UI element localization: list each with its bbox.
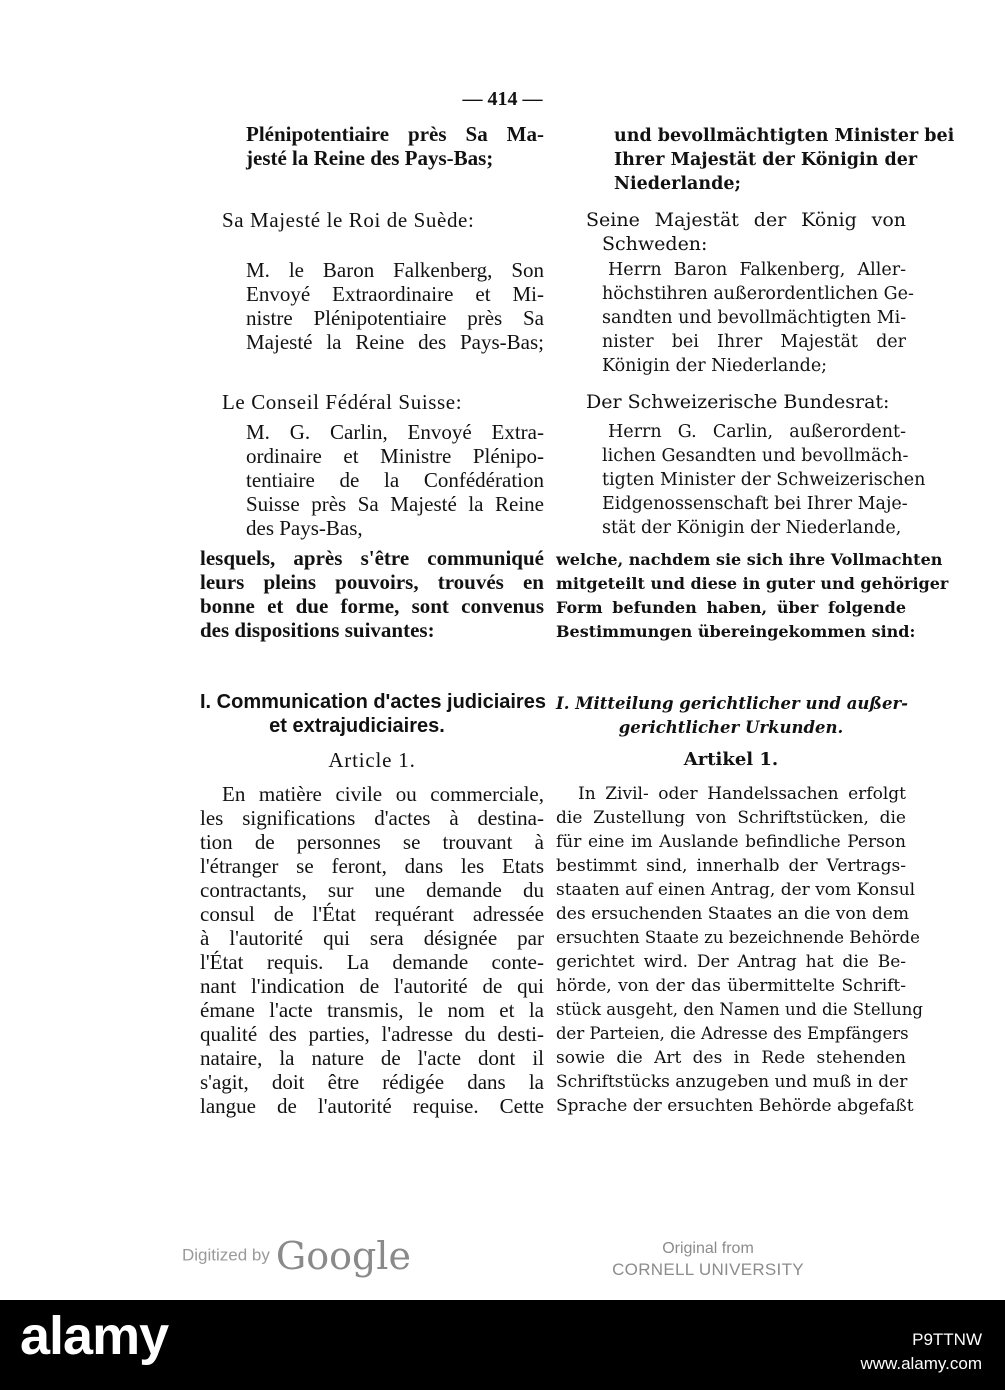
- text-line: Herrn G. Carlin, außerordent-: [608, 422, 906, 442]
- german-sweden-heading: Seine Majestät der König von Schweden:: [586, 209, 906, 255]
- text-line: nister bei Ihrer Majestät der: [602, 332, 906, 352]
- french-article-body: [200, 782, 544, 1118]
- german-article-body: [556, 782, 923, 1118]
- digitized-by-label: Digitized by: [182, 1245, 270, 1265]
- french-section-heading: I. Communication d'actes judiciaires et extrajudiciaires.: [200, 691, 546, 737]
- digitized-by-google: [182, 1234, 411, 1278]
- text-line: Plénipotentiaire près Sa Ma-: [246, 122, 544, 146]
- text-line: Sprache der ersuchten Behörde abgefaßt: [556, 1096, 914, 1116]
- text-line: Herrn Baron Falkenberg, Aller-: [608, 260, 906, 280]
- german-welche-paragraph: [556, 548, 949, 644]
- text-line: stät der Königin der Niederlande,: [602, 518, 902, 538]
- text-line: und bevollmächtigten Minister bei: [614, 126, 955, 146]
- text-line: contractants, sur une demande du: [200, 878, 544, 902]
- text-line: jesté la Reine des Pays-Bas;: [246, 146, 494, 170]
- text-line: les significations d'actes à destina-: [200, 806, 544, 830]
- text-line: l'État requis. La demande conte-: [200, 950, 544, 974]
- site-url: www.alamy.com: [860, 1354, 982, 1373]
- text-line: Schriftstücks anzugeben und muß in der: [556, 1072, 908, 1092]
- text-line: gerichtet wird. Der Antrag hat die Be-: [556, 952, 906, 972]
- text-line: In Zivil- oder Handelssachen erfolgt: [578, 784, 906, 804]
- text-line: sowie die Art des in Rede stehenden: [556, 1048, 906, 1068]
- text-line: Ihrer Majestät der Königin der: [614, 150, 918, 170]
- german-swiss-heading: Der Schweizerische Bundesrat:: [586, 391, 890, 413]
- text-line: Form befunden haben, über folgende: [556, 598, 906, 617]
- text-line: höchstihren außerordentlichen Ge-: [602, 284, 914, 304]
- original-from: [598, 1238, 818, 1280]
- institution-name: CORNELL UNIVERSITY: [612, 1260, 804, 1279]
- french-lesquels-paragraph: [200, 546, 544, 642]
- text-line: tigten Minister der Schweizerischen: [602, 470, 926, 490]
- french-block-netherlands: [200, 122, 544, 170]
- text-line: tion de personnes se trouvant à: [200, 830, 544, 854]
- text-line: Envoyé Extraordinaire et Mi-: [246, 282, 544, 306]
- text-line: M. G. Carlin, Envoyé Extra-: [246, 420, 544, 444]
- french-article-title: Article 1.: [328, 748, 416, 772]
- text-line: Suisse près Sa Majesté la Reine: [246, 492, 544, 516]
- text-line: leurs pleins pouvoirs, trouvés en: [200, 570, 544, 594]
- text-line: staaten auf einen Antrag, der vom Konsul: [556, 880, 916, 900]
- text-line: der Parteien, die Adresse des Empfängers: [556, 1024, 909, 1043]
- original-from-label: Original from: [662, 1240, 754, 1257]
- text-line: nistre Plénipotentiaire près Sa: [246, 306, 544, 330]
- text-line: des Pays-Bas,: [246, 516, 363, 540]
- google-logo: Google: [275, 1234, 411, 1278]
- text-line: Bestimmungen übereingekommen sind:: [556, 622, 916, 641]
- text-line: ersuchten Staate zu bezeichnende Behörde: [556, 928, 920, 947]
- german-article-title: Artikel 1.: [683, 749, 779, 770]
- text-line: nataire, la nature de l'acte dont il: [200, 1046, 544, 1070]
- text-line: des dispositions suivantes:: [200, 618, 435, 642]
- text-line: die Zustellung von Schriftstücken, die: [556, 808, 906, 828]
- text-line: s'agit, doit être rédigée dans la: [200, 1070, 544, 1094]
- alamy-logo: alamy: [20, 1306, 169, 1366]
- french-swiss-heading: Le Conseil Fédéral Suisse:: [222, 390, 463, 414]
- text-line: Niederlande;: [614, 174, 741, 194]
- page-number: — 414 —: [462, 88, 543, 110]
- text-line: bonne et due forme, sont convenus: [200, 594, 544, 618]
- text-line: bestimmt sind, innerhalb der Vertrags-: [556, 856, 906, 876]
- text-line: Eidgenossenschaft bei Ihrer Maje-: [602, 494, 908, 514]
- text-line: qualité des parties, l'adresse du desti-: [200, 1022, 544, 1046]
- text-line: Königin der Niederlande;: [602, 356, 828, 376]
- text-line: für eine im Auslande befindliche Person: [556, 832, 906, 852]
- german-section-heading: I. Mitteilung gerichtlicher und außer- gerichtlicher Urkunden.: [556, 694, 909, 737]
- text-line: hörde, von der das übermittelte Schrift-: [556, 976, 906, 996]
- german-swiss-body: [556, 420, 926, 540]
- french-swiss-body: [200, 420, 544, 540]
- text-line: mitgeteilt und diese in guter und gehöriger: [556, 574, 949, 593]
- text-line: à l'autorité qui sera désignée par: [200, 926, 544, 950]
- french-sweden-body: [200, 258, 544, 354]
- watermark-identifier: [752, 1328, 982, 1376]
- text-line: stück ausgeht, den Namen und die Stellung: [556, 1000, 923, 1019]
- text-line: tentiaire de la Confédération: [246, 468, 544, 492]
- french-sweden-heading: Sa Majesté le Roi de Suède:: [222, 208, 475, 232]
- text-line: lichen Gesandten und bevollmäch-: [602, 446, 909, 466]
- text-line: émane l'acte transmis, le nom et la: [200, 998, 544, 1022]
- text-line: welche, nachdem sie sich ihre Vollmachten: [556, 550, 943, 569]
- text-line: l'étranger se feront, dans les Etats: [200, 854, 544, 878]
- text-line: M. le Baron Falkenberg, Son: [246, 258, 544, 282]
- text-line: consul de l'État requérant adressée: [200, 902, 544, 926]
- text-line: Majesté la Reine des Pays-Bas;: [246, 330, 544, 354]
- text-line: des ersuchenden Staates an die von dem: [556, 904, 909, 924]
- text-line: langue de l'autorité requise. Cette: [200, 1094, 544, 1118]
- image-id: P9TTNW: [912, 1330, 982, 1349]
- german-block-netherlands: [556, 124, 955, 196]
- text-line: lesquels, après s'être communiqué: [200, 546, 544, 570]
- text-line: nant l'indication de l'autorité de qui: [200, 974, 544, 998]
- german-sweden-body: [556, 258, 914, 378]
- text-line: sandten und bevollmächtigten Mi-: [602, 308, 907, 328]
- text-line: ordinaire et Ministre Plénipo-: [246, 444, 544, 468]
- text-line: En matière civile ou commerciale,: [222, 782, 544, 806]
